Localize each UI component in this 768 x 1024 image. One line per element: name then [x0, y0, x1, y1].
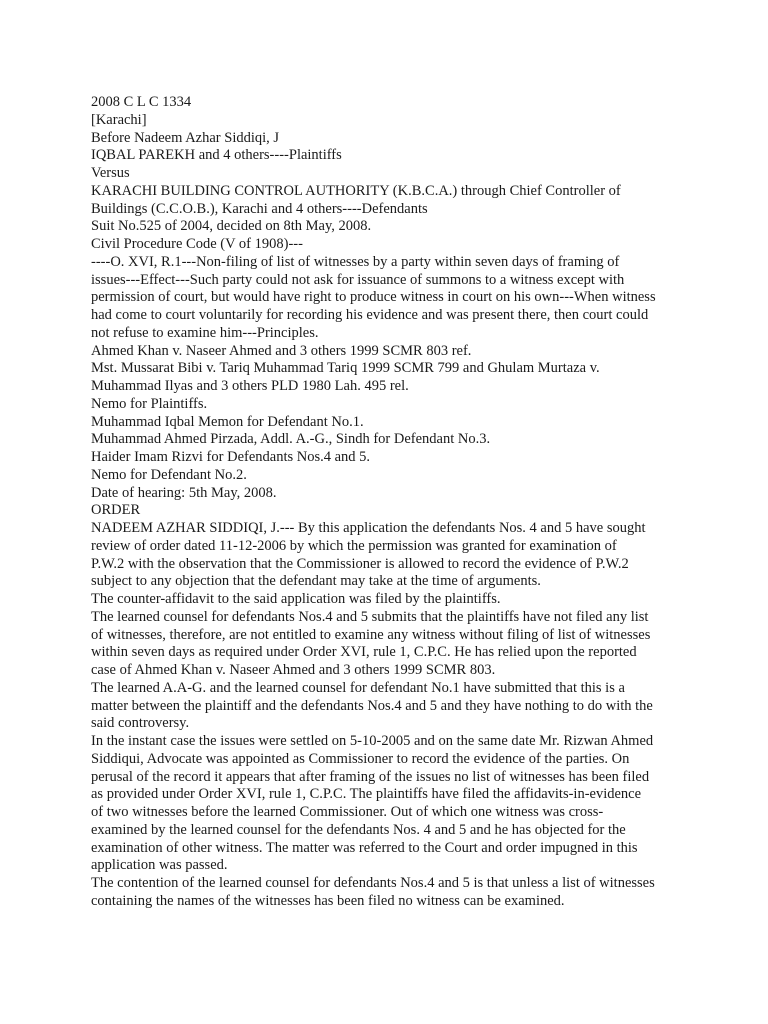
suit-number: Suit No.525 of 2004, decided on 8th May, 2008.	[91, 218, 372, 235]
case-reference: Ahmed Khan v. Naseer Ahmed and 3 others 1999 SCMR 803 ref.	[91, 342, 472, 359]
statute-heading: Civil Procedure Code (V of 1908)---	[91, 236, 303, 252]
order-text-line: examination of other witness. The matter was referred to the Court and order impugned in this	[91, 839, 638, 856]
counsel-line: Haider Imam Rizvi for Defendants Nos.4 and 5.	[91, 449, 371, 465]
order-text-line: of witnesses, therefore, are not entitled to examine any witness without filing of list of witnesses	[91, 626, 651, 643]
order-text-line: said controversy.	[91, 715, 190, 732]
headnote-line: had come to court voluntarily for recording his evidence and was present there, then court could	[91, 307, 649, 323]
order-text-line: In the instant case the issues were settled on 5-10-2005 and on the same date Mr. Rizwan Ahmed	[91, 733, 654, 749]
order-text-line: application was passed.	[91, 857, 228, 874]
document-body	[91, 94, 731, 911]
court-location: [Karachi]	[91, 111, 147, 128]
counsel-line: Nemo for Defendant No.2.	[91, 466, 247, 483]
headnote-line: permission of court, but would have right to produce witness in court on his own---When witness	[91, 289, 656, 306]
order-text-line: P.W.2 with the observation that the Commissioner is allowed to record the evidence of P.W.2	[91, 555, 629, 572]
order-text-line: perusal of the record it appears that after framing of the issues no list of witnesses has been filed	[91, 768, 650, 785]
case-reference: Mst. Mussarat Bibi v. Tariq Muhammad Tariq 1999 SCMR 799 and Ghulam Murtaza v.	[91, 360, 600, 377]
order-text-line: NADEEM AZHAR SIDDIQI, J.--- By this application the defendants Nos. 4 and 5 have sought	[91, 520, 646, 536]
defendants-line: KARACHI BUILDING CONTROL AUTHORITY (K.B.C.A.) through Chief Controller of	[91, 182, 621, 199]
headnote-line: ----O. XVI, R.1---Non-filing of list of witnesses by a party within seven days of framing of	[91, 253, 620, 270]
order-text-line: of two witnesses before the learned Commissioner. Out of which one witness was cross-	[91, 804, 604, 820]
order-text-line: Siddiqui, Advocate was appointed as Commissioner to record the evidence of the parties. On	[91, 750, 630, 767]
counsel-line: Nemo for Plaintiffs.	[91, 395, 208, 412]
order-text-line: as provided under Order XVI, rule 1, C.P.C. The plaintiffs have filed the affidavits-in-evidence	[91, 786, 642, 803]
headnote-line: not refuse to examine him---Principles.	[91, 324, 319, 341]
order-heading: ORDER	[91, 502, 141, 519]
bench: Before Nadeem Azhar Siddiqi, J	[91, 129, 280, 146]
citation: 2008 C L C 1334	[91, 94, 192, 110]
order-text-line: within seven days as required under Order XVI, rule 1, C.P.C. He has relied upon the reported	[91, 644, 637, 661]
order-text-line: The learned counsel for defendants Nos.4 and 5 submits that the plaintiffs have not filed any list	[91, 608, 649, 625]
counsel-line: Muhammad Iqbal Memon for Defendant No.1.	[91, 413, 364, 430]
order-text-line: The counter-affidavit to the said application was filed by the plaintiffs.	[91, 591, 501, 607]
defendants-line: Buildings (C.C.O.B.), Karachi and 4 others----Defendants	[91, 200, 428, 217]
order-text-line: case of Ahmed Khan v. Naseer Ahmed and 3 others 1999 SCMR 803.	[91, 662, 496, 678]
headnote-line: issues---Effect---Such party could not ask for issuance of summons to a witness except with	[91, 271, 625, 288]
case-reference: Muhammad Ilyas and 3 others PLD 1980 Lah. 495 rel.	[91, 378, 409, 394]
order-text-line: The learned A.A-G. and the learned counsel for defendant No.1 have submitted that this is a	[91, 679, 625, 696]
order-text-line: matter between the plaintiff and the defendants Nos.4 and 5 and they have nothing to do with the	[91, 697, 653, 714]
order-text-line: examined by the learned counsel for the defendants Nos. 4 and 5 and he has objected for the	[91, 821, 626, 838]
order-text-line: subject to any objection that the defendant may take at the time of arguments.	[91, 573, 541, 590]
hearing-date: Date of hearing: 5th May, 2008.	[91, 484, 277, 501]
order-text-line: review of order dated 11-12-2006 by which the permission was granted for examination of	[91, 537, 617, 554]
order-text-line: The contention of the learned counsel for defendants Nos.4 and 5 is that unless a list of witnesses	[91, 875, 655, 891]
plaintiffs: IQBAL PAREKH and 4 others----Plaintiffs	[91, 147, 342, 164]
order-text-line: containing the names of the witnesses has been filed no witness can be examined.	[91, 892, 565, 909]
counsel-line: Muhammad Ahmed Pirzada, Addl. A.-G., Sindh for Defendant No.3.	[91, 431, 491, 448]
versus: Versus	[91, 165, 130, 181]
